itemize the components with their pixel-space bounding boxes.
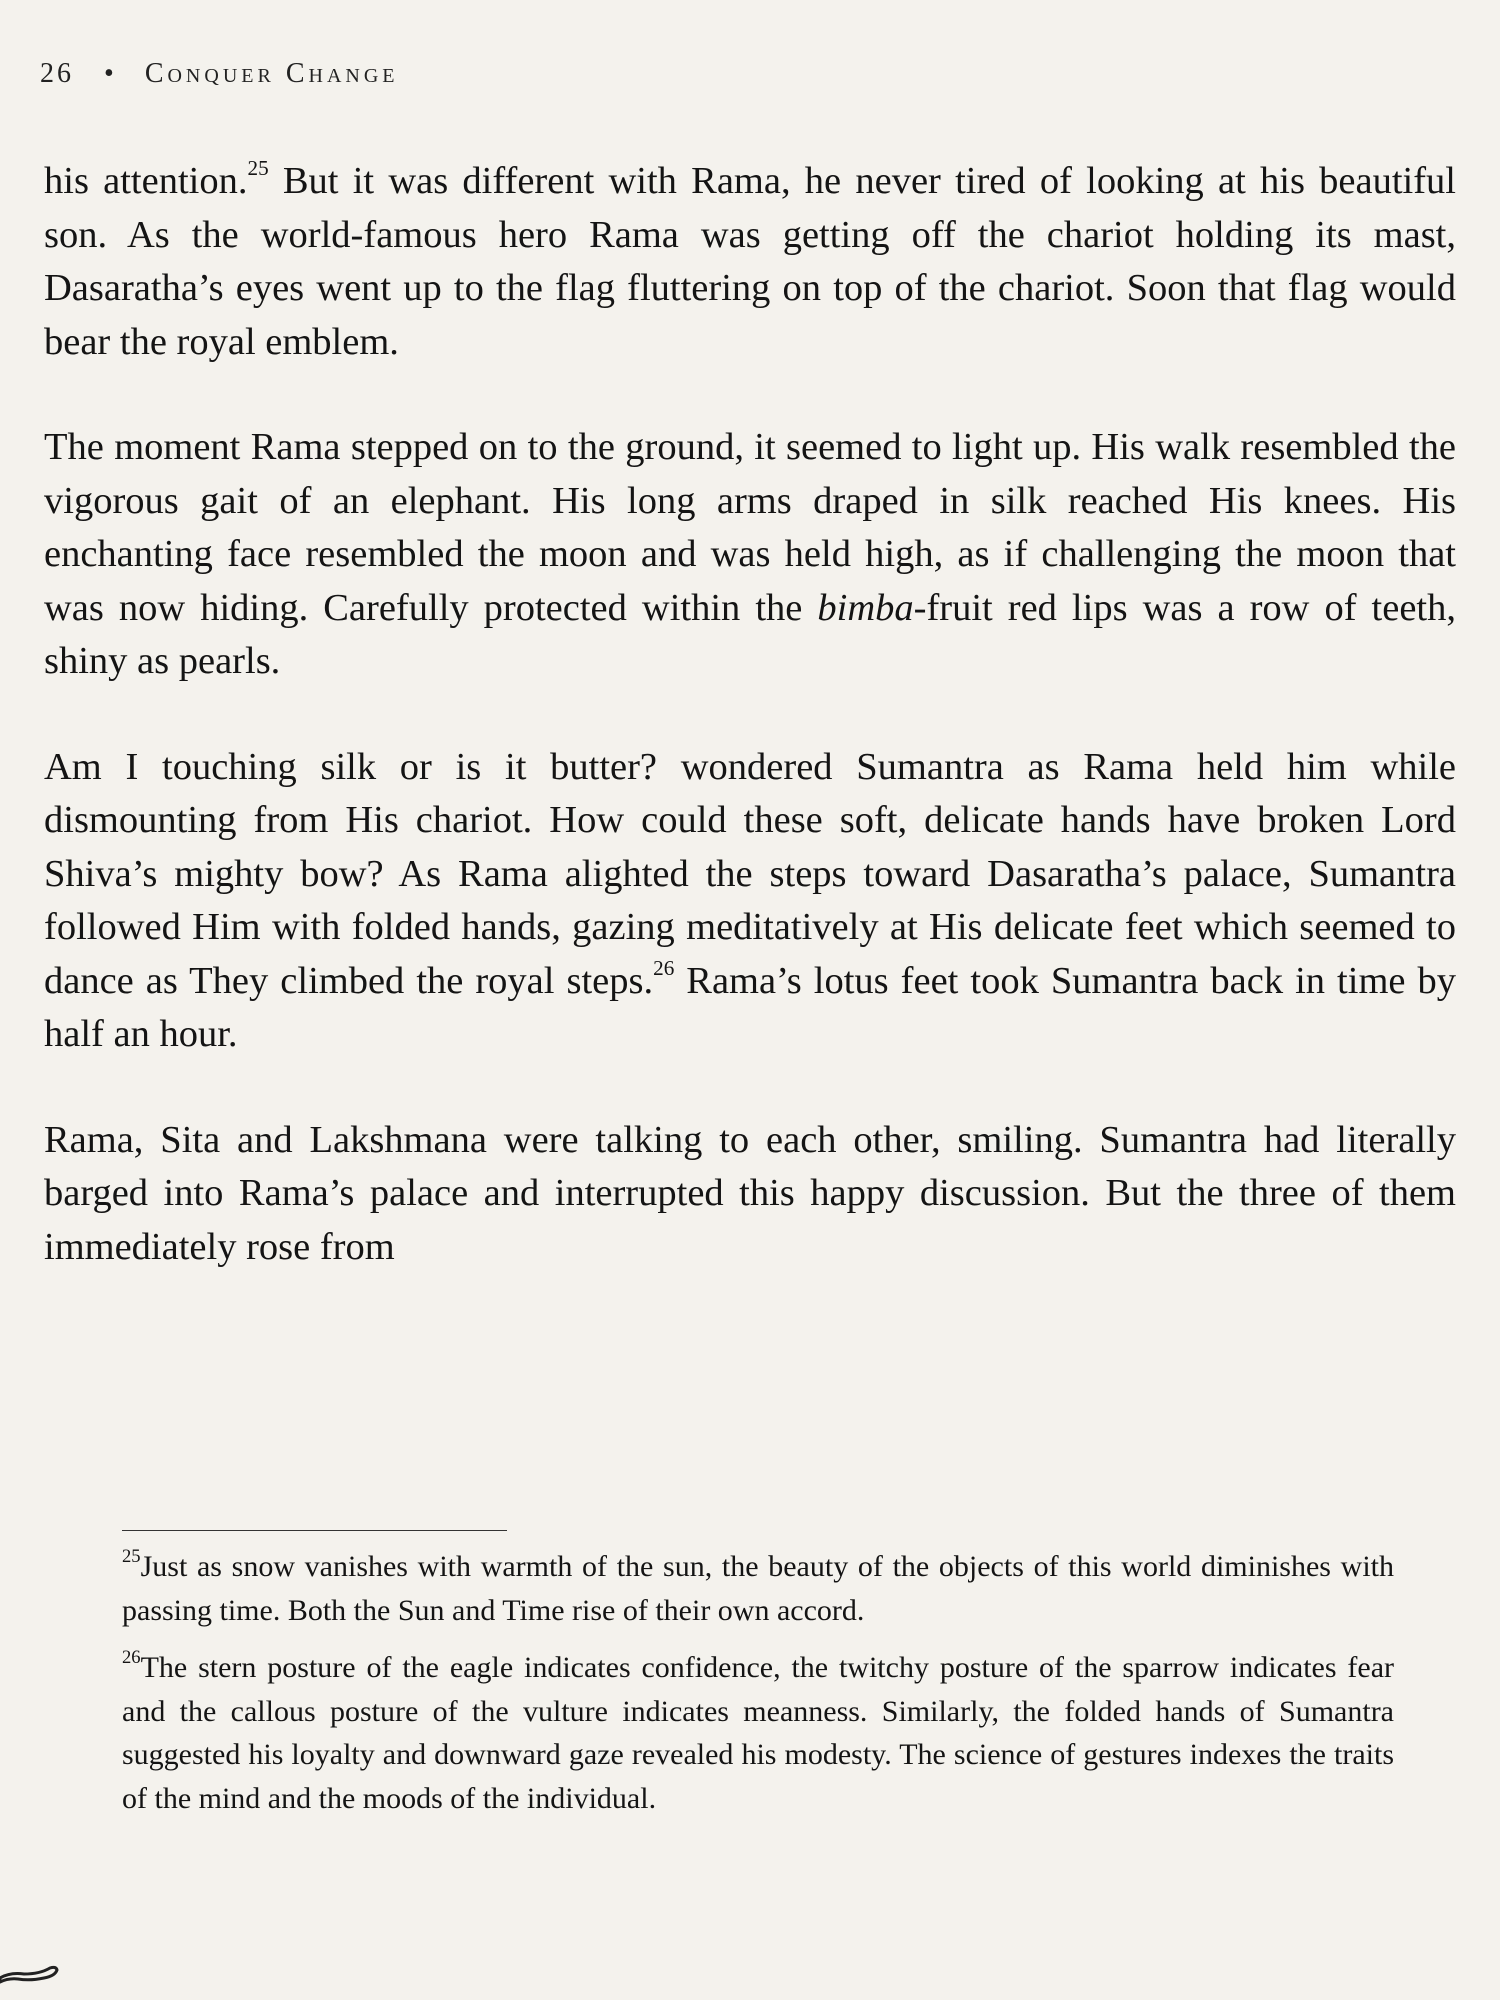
page-corner-mark xyxy=(0,1962,60,1992)
footnote-number: 25 xyxy=(122,1546,141,1568)
paragraph-1-text-cont: But it was different with Rama, he never tired of looking at his beautiful son. As the world-famous hero Rama was getting off the chariot holding its mast, Dasaratha’s eyes went up to the flag fluttering on top of the chariot. Soon that flag would bear the royal emblem. xyxy=(44,160,1456,363)
page-number: 26 xyxy=(40,58,74,89)
paragraph-3-text-cont: Rama’s lotus feet took Sumantra back in time by half an hour. xyxy=(44,959,1456,1055)
footnote-text: Just as snow vanishes with warmth of the sun, the beauty of the objects of this world diminishes with passing time. Both the Sun and Time rise of their own accord. xyxy=(122,1550,1394,1627)
paragraph-1-text: his attention. xyxy=(44,160,248,202)
running-head xyxy=(40,58,398,90)
paragraph-2-text: The moment Rama stepped on to the ground, it seemed to light up. His walk resembled the vigorous gait of an elephant. His long arms draped in silk reached His knees. His enchanting face resembled the moon and was held high, as if challenging the moon that was now hiding. Carefully protected within the xyxy=(44,426,1456,629)
book-title: Conquer Change xyxy=(144,58,399,89)
footnote-26 xyxy=(122,1646,1394,1820)
footnote-ref-25: 25 xyxy=(247,156,269,181)
paragraph-4-text: Rama, Sita and Lakshmana were talking to each other, smiling. Sumantra had literally barged into Rama’s palace and interrupted this happy discussion. But the three of them immediately rose from xyxy=(44,1118,1456,1268)
footnote-ref-26: 26 xyxy=(653,955,675,980)
paragraph-3-text: Am I touching silk or is it butter? wondered Sumantra as Rama held him while dismounting from His chariot. How could these soft, delicate hands have broken Lord Shiva’s mighty bow? As Rama alighted the steps toward Dasaratha’s palace, Sumantra followed Him with folded hands, gazing meditatively at His delicate feet which seemed to dance as They climbed the royal steps. xyxy=(44,745,1456,1002)
paragraph-2 xyxy=(44,421,1456,689)
paragraph-3 xyxy=(44,741,1456,1062)
paragraph-2-italic: bimba xyxy=(817,586,914,629)
footnote-number: 26 xyxy=(122,1647,141,1669)
footnote-divider xyxy=(122,1530,507,1531)
footnote-25 xyxy=(122,1545,1394,1632)
paragraph-2-text-cont: -fruit red lips was a row of teeth, shiny as pearls. xyxy=(44,586,1456,682)
footnote-text: The stern posture of the eagle indicates confidence, the twitchy posture of the sparrow indicates fear and the callous posture of the vulture indicates meanness. Similarly, the folded hands of Sumantra suggested his loyalty and downward gaze revealed his modesty. The science of gestures indexes the traits of the mind and the moods of the individual. xyxy=(122,1651,1394,1815)
footnotes xyxy=(122,1545,1394,1834)
paragraph-1 xyxy=(44,155,1456,369)
paragraph-4 xyxy=(44,1114,1456,1275)
header-separator: • xyxy=(104,58,117,89)
body-text xyxy=(44,155,1456,1274)
